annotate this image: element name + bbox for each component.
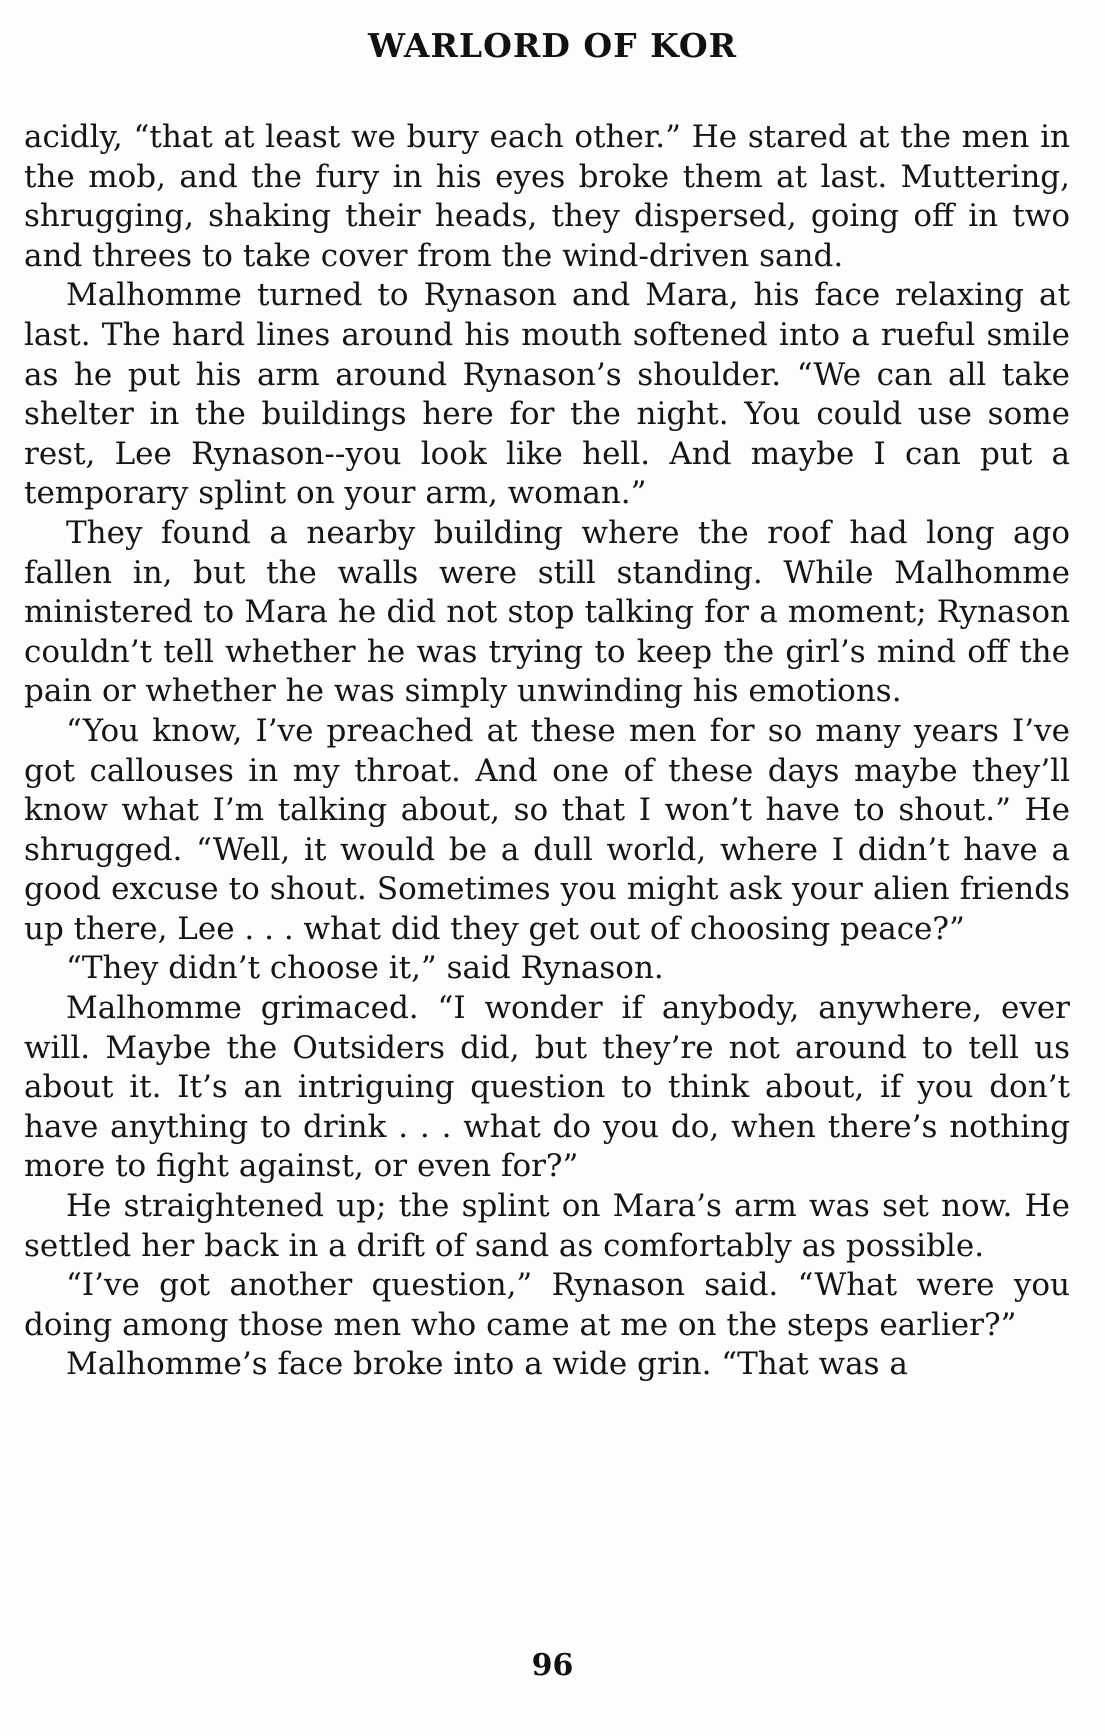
paragraph-4: “You know, I’ve preached at these men for so many years I’ve got callouses in my throat. And one of these days maybe they’ll know what I’m talking about, so that I won’t have to shout.” He shrugged. “Well, it would be a dull world, where I didn’t have a good excuse to shout. Sometimes you might ask your alien friends up there, Lee . . . what did they get out of choosing peace?” bbox=[24, 712, 1070, 947]
paragraph-7: He straightened up; the splint on Mara’s arm was set now. He settled her back in a drift of sand as comfortably as possible. bbox=[24, 1188, 1070, 1264]
paragraph-2: Malhomme turned to Rynason and Mara, his face relaxing at last. The hard lines around his mouth softened into a rueful smile as he put his arm around Rynason’s shoulder. “We can all take shelter in the buildings here for the night. You could use some rest, Lee Rynason--you look like hell. And maybe I can put a temporary splint on your arm, woman.” bbox=[24, 277, 1070, 512]
paragraph-9: Malhomme’s face broke into a wide grin. “That was a bbox=[66, 1346, 908, 1383]
paragraph-6: Malhomme grimaced. “I wonder if anybody, anywhere, ever will. Maybe the Outsiders did, but they’re not around to tell us about it. It’s an intriguing question to think about, if you don’t have anything to drink . . . what do you do, when there’s nothing more to fight against, or even for?” bbox=[24, 990, 1070, 1185]
paragraph-5: “They didn’t choose it,” said Rynason. bbox=[66, 950, 664, 987]
running-head-title: WARLORD OF KOR bbox=[367, 26, 738, 65]
paragraph-1: acidly, “that at least we bury each other.” He stared at the men in the mob, and the fury in his eyes broke them at last. Muttering, shrugging, shaking their heads, they dispersed, going off in two and threes to take cover from the wind-driven sand. bbox=[24, 119, 1070, 274]
page-number: 96 bbox=[531, 1648, 574, 1683]
paragraph-3: They found a nearby building where the roof had long ago fallen in, but the walls were still standing. While Malhomme ministered to Mara he did not stop talking for a moment; Rynason couldn’t tell whether he was trying to keep the girl’s mind off the pain or whether he was simply unwinding his emotions. bbox=[24, 514, 1070, 710]
paragraph-8: “I’ve got another question,” Rynason said. “What were you doing among those men who came at me on the steps earlier?” bbox=[24, 1267, 1070, 1343]
body-text bbox=[24, 118, 1070, 1385]
